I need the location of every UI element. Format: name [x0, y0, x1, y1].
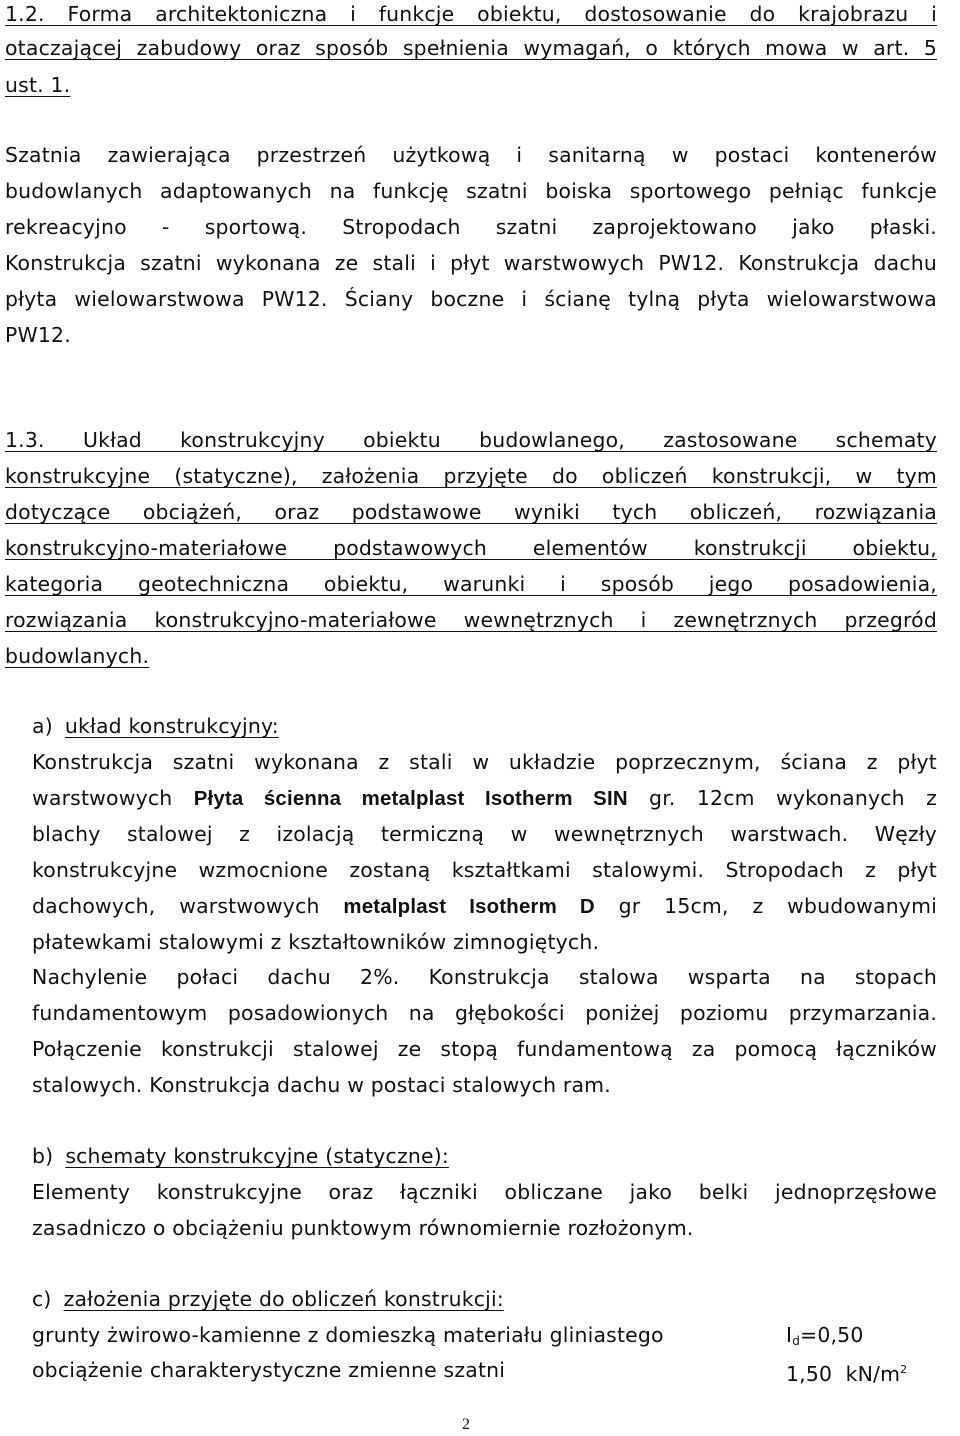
subsection-heading [32, 1285, 937, 1313]
section-heading-line: konstrukcyjno-materiałowe podstawowych elementów konstrukcji obiektu, [5, 536, 937, 560]
paragraph-line [32, 784, 937, 813]
subsection-letter: c) [32, 1287, 52, 1311]
product-name: Płyta ścienna metalplast Isotherm SIN [193, 788, 628, 810]
subscript: d [792, 1334, 801, 1348]
subsection-heading [32, 1142, 937, 1170]
paragraph-line [32, 892, 937, 921]
paragraph-line: fundamentowym posadowionych na głębokości poniżej poziomu przymarzania. [32, 1001, 937, 1025]
section-heading-line: dotyczące obciążeń, oraz podstawowe wyniki tych obliczeń, rozwiązania [5, 500, 937, 524]
product-name: metalplast Isotherm D [343, 896, 595, 918]
value-text: 1,50 kN/m [786, 1362, 901, 1386]
assumption-row [32, 1321, 937, 1349]
section-heading-line: ust. 1. [5, 73, 71, 97]
paragraph-line: stalowych. Konstrukcja dachu w postaci stalowych ram. [32, 1073, 611, 1097]
superscript: 2 [900, 1363, 908, 1376]
paragraph-line: konstrukcyjne wzmocnione zostaną kształtkami stalowymi. Stropodach z płyt [32, 858, 937, 882]
assumption-value [786, 1321, 864, 1355]
paragraph-line: Elementy konstrukcyjne oraz łączniki obliczane jako belki jednoprzęsłowe [32, 1180, 937, 1204]
subsection-letter: b) [32, 1144, 54, 1168]
paragraph-line: rekreacyjno - sportową. Stropodach szatni zaprojektowano jako płaski. [5, 215, 937, 239]
paragraph-line: Szatnia zawierająca przestrzeń użytkową i sanitarną w postaci kontenerów [5, 143, 937, 167]
paragraph-line: blachy stalowej z izolacją termiczną w wewnętrznych warstwach. Węzły [32, 822, 937, 846]
paragraph-line: Konstrukcja szatni wykonana ze stali i płyt warstwowych PW12. Konstrukcja dachu [5, 251, 937, 275]
section-heading-line: konstrukcyjne (statyczne), założenia przyjęte do obliczeń konstrukcji, w tym [5, 464, 937, 488]
text-run: warstwowych [32, 786, 173, 810]
subsection-title: schematy konstrukcyjne (statyczne): [65, 1144, 449, 1168]
subsection-heading [32, 712, 937, 740]
paragraph-line: budowlanych adaptowanych na funkcję szatni boiska sportowego pełniąc funkcje [5, 179, 937, 203]
section-heading-line: 1.3. Układ konstrukcyjny obiektu budowlanego, zastosowane schematy [5, 428, 937, 452]
symbol: I [786, 1323, 793, 1347]
subsection-title: układ konstrukcyjny: [64, 714, 279, 738]
subsection-title: założenia przyjęte do obliczeń konstrukcji: [63, 1287, 504, 1311]
text-run: dachowych, warstwowych [32, 894, 320, 918]
subsection-letter: a) [32, 714, 53, 738]
text-run: gr 15cm, z wbudowanymi [618, 894, 938, 918]
paragraph-line: PW12. [5, 323, 71, 347]
section-heading-line: budowlanych. [5, 644, 150, 668]
assumption-row [32, 1356, 937, 1384]
section-heading-line: otaczającej zabudowy oraz sposób spełnienia wymagań, o których mowa w art. 5 [5, 36, 937, 60]
paragraph-line: płyta wielowarstwowa PW12. Ściany boczne i ścianę tylną płyta wielowarstwowa [5, 287, 937, 311]
section-heading-line: rozwiązania konstrukcyjno-materiałowe wewnętrznych i zewnętrznych przegród [5, 608, 937, 632]
page-number: 2 [462, 1416, 470, 1433]
assumption-label: obciążenie charakterystyczne zmienne szatni [32, 1358, 506, 1382]
value-text: =0,50 [800, 1323, 864, 1347]
section-heading-line: kategoria geotechniczna obiektu, warunki i sposób jego posadowienia, [5, 572, 937, 596]
paragraph-line: Połączenie konstrukcji stalowej ze stopą fundamentową za pomocą łączników [32, 1037, 937, 1061]
paragraph-line: Nachylenie połaci dachu 2%. Konstrukcja stalowa wsparta na stopach [32, 965, 937, 989]
text-run: gr. 12cm wykonanych z [649, 786, 937, 810]
assumption-value [786, 1356, 907, 1388]
paragraph-line: zasadniczo o obciążeniu punktowym równomiernie rozłożonym. [32, 1216, 694, 1240]
section-heading-line: 1.2. Forma architektoniczna i funkcje obiektu, dostosowanie do krajobrazu i [5, 2, 937, 26]
assumption-label: grunty żwirowo-kamienne z domieszką materiału gliniastego [32, 1323, 664, 1347]
paragraph-line: Konstrukcja szatni wykonana z stali w układzie poprzecznym, ściana z płyt [32, 750, 937, 774]
paragraph-line: płatewkami stalowymi z kształtowników zimnogiętych. [32, 930, 600, 954]
